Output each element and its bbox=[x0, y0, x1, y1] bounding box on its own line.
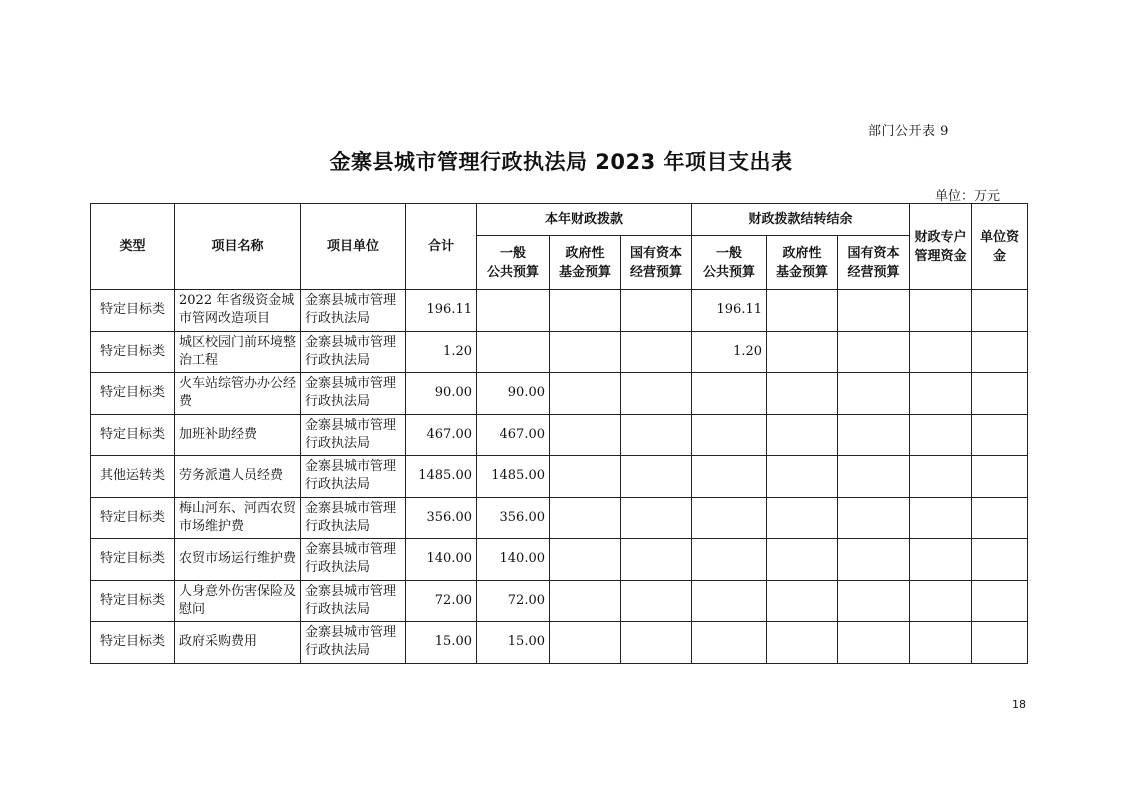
row-cur-fund bbox=[550, 497, 621, 539]
col-carry-general-header: 一般 公共预算 bbox=[692, 236, 767, 290]
row-cur-fund bbox=[550, 580, 621, 622]
row-name: 城区校园门前环境整治工程 bbox=[175, 331, 301, 373]
row-carry-fund bbox=[767, 622, 838, 664]
table-number: 部门公开表 9 bbox=[868, 124, 949, 139]
row-cur-state bbox=[621, 331, 692, 373]
row-type: 其他运转类 bbox=[91, 456, 175, 498]
row-cur-general: 1485.00 bbox=[477, 456, 550, 498]
row-unit-funds bbox=[972, 622, 1028, 664]
row-unit-funds bbox=[972, 373, 1028, 415]
row-special bbox=[910, 497, 972, 539]
row-cur-state bbox=[621, 456, 692, 498]
row-carry-general bbox=[692, 622, 767, 664]
col-total-header: 合计 bbox=[406, 204, 477, 290]
col-name-header: 项目名称 bbox=[175, 204, 301, 290]
page-number: 18 bbox=[1012, 698, 1026, 711]
row-cur-fund bbox=[550, 331, 621, 373]
row-type: 特定目标类 bbox=[91, 580, 175, 622]
project-expenditure-table bbox=[90, 203, 1028, 664]
row-name: 农贸市场运行维护费 bbox=[175, 539, 301, 581]
row-type: 特定目标类 bbox=[91, 497, 175, 539]
row-type: 特定目标类 bbox=[91, 414, 175, 456]
row-unit-funds bbox=[972, 497, 1028, 539]
row-carry-state bbox=[838, 539, 910, 581]
row-carry-general: 1.20 bbox=[692, 331, 767, 373]
col-group-carry-header: 财政拨款结转结余 bbox=[692, 204, 910, 236]
row-cur-state bbox=[621, 580, 692, 622]
page-title: 金寨县城市管理行政执法局 2023 年项目支出表 bbox=[329, 150, 793, 174]
row-carry-general bbox=[692, 414, 767, 456]
row-cur-state bbox=[621, 414, 692, 456]
row-unit-funds bbox=[972, 414, 1028, 456]
row-special bbox=[910, 331, 972, 373]
row-carry-fund bbox=[767, 497, 838, 539]
table-row bbox=[91, 373, 1028, 415]
row-total: 356.00 bbox=[406, 497, 477, 539]
row-carry-state bbox=[838, 497, 910, 539]
row-carry-state bbox=[838, 456, 910, 498]
row-special bbox=[910, 290, 972, 332]
row-carry-fund bbox=[767, 539, 838, 581]
row-carry-fund bbox=[767, 414, 838, 456]
row-cur-general bbox=[477, 331, 550, 373]
row-carry-state bbox=[838, 580, 910, 622]
table-row bbox=[91, 290, 1028, 332]
row-special bbox=[910, 580, 972, 622]
row-cur-state bbox=[621, 539, 692, 581]
row-carry-state bbox=[838, 290, 910, 332]
row-total: 1.20 bbox=[406, 331, 477, 373]
row-type: 特定目标类 bbox=[91, 539, 175, 581]
row-dept: 金寨县城市管理行政执法局 bbox=[301, 622, 406, 664]
row-carry-general bbox=[692, 373, 767, 415]
row-cur-general: 356.00 bbox=[477, 497, 550, 539]
row-special bbox=[910, 456, 972, 498]
row-dept: 金寨县城市管理行政执法局 bbox=[301, 497, 406, 539]
row-type: 特定目标类 bbox=[91, 373, 175, 415]
row-dept: 金寨县城市管理行政执法局 bbox=[301, 580, 406, 622]
row-carry-fund bbox=[767, 373, 838, 415]
table-row bbox=[91, 622, 1028, 664]
row-cur-fund bbox=[550, 414, 621, 456]
row-cur-fund bbox=[550, 373, 621, 415]
row-carry-general bbox=[692, 539, 767, 581]
row-carry-fund bbox=[767, 331, 838, 373]
row-special bbox=[910, 622, 972, 664]
row-dept: 金寨县城市管理行政执法局 bbox=[301, 373, 406, 415]
row-total: 15.00 bbox=[406, 622, 477, 664]
row-total: 140.00 bbox=[406, 539, 477, 581]
col-cur-general-header: 一般 公共预算 bbox=[477, 236, 550, 290]
col-group-current-header: 本年财政拨款 bbox=[477, 204, 692, 236]
row-total: 196.11 bbox=[406, 290, 477, 332]
row-cur-state bbox=[621, 622, 692, 664]
row-cur-general: 72.00 bbox=[477, 580, 550, 622]
table-row bbox=[91, 331, 1028, 373]
row-cur-state bbox=[621, 497, 692, 539]
row-dept: 金寨县城市管理行政执法局 bbox=[301, 290, 406, 332]
row-dept: 金寨县城市管理行政执法局 bbox=[301, 456, 406, 498]
row-carry-general bbox=[692, 580, 767, 622]
row-carry-state bbox=[838, 331, 910, 373]
row-name: 政府采购费用 bbox=[175, 622, 301, 664]
table-row bbox=[91, 580, 1028, 622]
row-cur-fund bbox=[550, 290, 621, 332]
row-unit-funds bbox=[972, 456, 1028, 498]
row-type: 特定目标类 bbox=[91, 331, 175, 373]
row-cur-general: 90.00 bbox=[477, 373, 550, 415]
col-special-header: 财政专户管理资金 bbox=[910, 204, 972, 290]
row-cur-fund bbox=[550, 456, 621, 498]
row-name: 梅山河东、河西农贸市场维护费 bbox=[175, 497, 301, 539]
table-row bbox=[91, 414, 1028, 456]
row-unit-funds bbox=[972, 290, 1028, 332]
row-cur-fund bbox=[550, 622, 621, 664]
col-cur-state-header: 国有资本 经营预算 bbox=[621, 236, 692, 290]
col-cur-fund-header: 政府性 基金预算 bbox=[550, 236, 621, 290]
row-total: 467.00 bbox=[406, 414, 477, 456]
row-carry-state bbox=[838, 414, 910, 456]
row-cur-general: 467.00 bbox=[477, 414, 550, 456]
row-special bbox=[910, 414, 972, 456]
row-total: 72.00 bbox=[406, 580, 477, 622]
row-name: 火车站综管办办公经费 bbox=[175, 373, 301, 415]
row-name: 加班补助经费 bbox=[175, 414, 301, 456]
row-type: 特定目标类 bbox=[91, 290, 175, 332]
row-carry-general bbox=[692, 456, 767, 498]
row-name: 人身意外伤害保险及慰问 bbox=[175, 580, 301, 622]
row-cur-state bbox=[621, 290, 692, 332]
row-carry-fund bbox=[767, 580, 838, 622]
row-carry-state bbox=[838, 622, 910, 664]
row-dept: 金寨县城市管理行政执法局 bbox=[301, 539, 406, 581]
unit-label: 单位：万元 bbox=[935, 189, 1001, 204]
table-row bbox=[91, 539, 1028, 581]
row-carry-general: 196.11 bbox=[692, 290, 767, 332]
row-unit-funds bbox=[972, 580, 1028, 622]
row-total: 1485.00 bbox=[406, 456, 477, 498]
table-row bbox=[91, 497, 1028, 539]
row-cur-fund bbox=[550, 539, 621, 581]
col-carry-fund-header: 政府性 基金预算 bbox=[767, 236, 838, 290]
row-unit-funds bbox=[972, 331, 1028, 373]
row-dept: 金寨县城市管理行政执法局 bbox=[301, 331, 406, 373]
row-dept: 金寨县城市管理行政执法局 bbox=[301, 414, 406, 456]
row-special bbox=[910, 539, 972, 581]
row-carry-state bbox=[838, 373, 910, 415]
row-cur-general bbox=[477, 290, 550, 332]
col-dept-header: 项目单位 bbox=[301, 204, 406, 290]
row-cur-general: 15.00 bbox=[477, 622, 550, 664]
row-carry-fund bbox=[767, 456, 838, 498]
table-row bbox=[91, 456, 1028, 498]
col-unit-funds-header: 单位资金 bbox=[972, 204, 1028, 290]
row-name: 2022 年省级资金城市管网改造项目 bbox=[175, 290, 301, 332]
row-type: 特定目标类 bbox=[91, 622, 175, 664]
row-special bbox=[910, 373, 972, 415]
row-name: 劳务派遣人员经费 bbox=[175, 456, 301, 498]
row-carry-fund bbox=[767, 290, 838, 332]
row-unit-funds bbox=[972, 539, 1028, 581]
row-carry-general bbox=[692, 497, 767, 539]
col-carry-state-header: 国有资本 经营预算 bbox=[838, 236, 910, 290]
col-type-header: 类型 bbox=[91, 204, 175, 290]
row-cur-general: 140.00 bbox=[477, 539, 550, 581]
row-cur-state bbox=[621, 373, 692, 415]
row-total: 90.00 bbox=[406, 373, 477, 415]
